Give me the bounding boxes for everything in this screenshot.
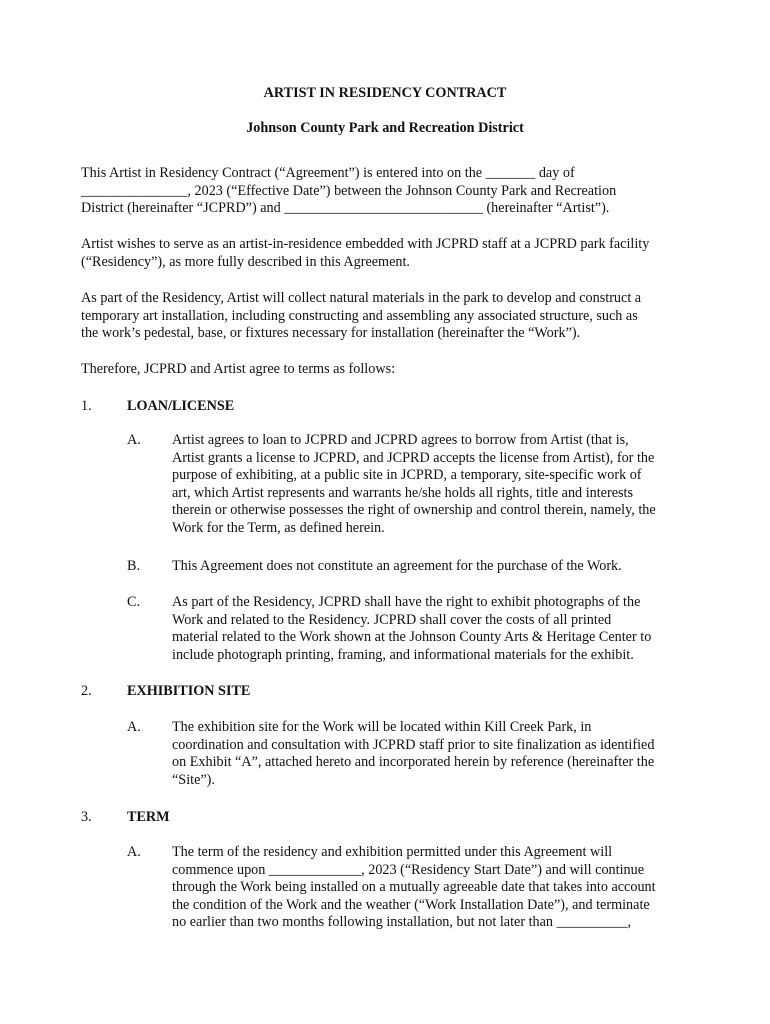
item-line: therein or otherwise possesses the right of ownership and control therein, namely, the: [172, 502, 656, 519]
item-line: As part of the Residency, JCPRD shall have the right to exhibit photographs of the: [172, 594, 641, 610]
item-line: material related to the Work shown at the Johnson County Arts & Heritage Center to: [172, 629, 652, 646]
intro-line: _______________, 2023 (“Effective Date”) between the Johnson County Park and Recreation: [81, 182, 617, 199]
item-text: [172, 844, 692, 932]
work-paragraph: [81, 290, 681, 343]
item-line: Artist grants a license to JCPRD, and JCPRD accepts the license from Artist), for the: [172, 449, 655, 466]
item-line: coordination and consultation with JCPRD staff prior to site finalization as identified: [172, 736, 655, 753]
section-number: 1.: [81, 398, 92, 414]
intro-line: District (hereinafter “JCPRD”) and ____________________________ (hereinafter “Artist”).: [81, 200, 610, 217]
item-text: [172, 719, 692, 789]
section-number: 2.: [81, 683, 92, 699]
item-letter: A.: [127, 719, 141, 735]
item-text: [172, 594, 692, 664]
item-line: Work for the Term, as defined herein.: [172, 519, 385, 536]
item-line: commence upon _____________, 2023 (“Residency Start Date”) and will continue: [172, 861, 645, 878]
item-line: “Site”).: [172, 771, 215, 788]
item-line: art, which Artist represents and warrants he/she holds all rights, title and interests: [172, 484, 633, 501]
section-title-exhibition-site: EXHIBITION SITE: [127, 683, 251, 699]
intro-paragraph: [81, 165, 681, 218]
item-line: the condition of the Work and the weather (“Work Installation Date”), and terminate: [172, 896, 650, 913]
item-line: include photograph printing, framing, and informational materials for the exhibit.: [172, 646, 634, 663]
section-title-term: TERM: [127, 809, 170, 825]
item-line: Work and related to the Residency. JCPRD shall cover the costs of all printed: [172, 611, 612, 628]
section-title-loan-license: LOAN/LICENSE: [127, 398, 235, 414]
paragraph-line: As part of the Residency, Artist will collect natural materials in the park to develop and construct a: [81, 290, 642, 306]
document-title: ARTIST IN RESIDENCY CONTRACT: [263, 85, 507, 101]
item-letter: A.: [127, 432, 141, 448]
item-letter: B.: [127, 558, 141, 574]
intro-line: This Artist in Residency Contract (“Agreement”) is entered into on the _______ day of: [81, 165, 575, 181]
item-line: Artist agrees to loan to JCPRD and JCPRD agrees to borrow from Artist (that is,: [172, 432, 629, 448]
paragraph-line: Artist wishes to serve as an artist-in-residence embedded with JCPRD staff at a JCPRD park facility: [81, 236, 650, 252]
item-letter: C.: [127, 594, 141, 610]
item-letter: A.: [127, 844, 141, 860]
terms-intro-paragraph: [81, 361, 681, 379]
item-text: [172, 432, 692, 538]
item-line: on Exhibit “A”, attached hereto and incorporated herein by reference (hereinafter the: [172, 754, 655, 771]
item-line: through the Work being installed on a mutually agreeable date that takes into account: [172, 879, 656, 896]
section-number: 3.: [81, 809, 92, 825]
document-subtitle: Johnson County Park and Recreation District: [246, 120, 524, 136]
item-line: The term of the residency and exhibition permitted under this Agreement will: [172, 844, 613, 860]
paragraph-line: temporary art installation, including constructing and assembling any associated structure, such as: [81, 307, 638, 324]
paragraph-line: Therefore, JCPRD and Artist agree to terms as follows:: [81, 361, 396, 377]
paragraph-line: the work’s pedestal, base, or fixtures necessary for installation (hereinafter the “Work”).: [81, 325, 581, 342]
item-text: [172, 558, 692, 576]
residency-paragraph: [81, 236, 681, 271]
item-line: This Agreement does not constitute an agreement for the purchase of the Work.: [172, 558, 622, 574]
item-line: purpose of exhibiting, at a public site in JCPRD, a temporary, site-specific work of: [172, 467, 642, 484]
item-line: no earlier than two months following installation, but not later than __________,: [172, 914, 632, 931]
paragraph-line: (“Residency”), as more fully described in this Agreement.: [81, 253, 410, 270]
item-line: The exhibition site for the Work will be located within Kill Creek Park, in: [172, 719, 592, 735]
